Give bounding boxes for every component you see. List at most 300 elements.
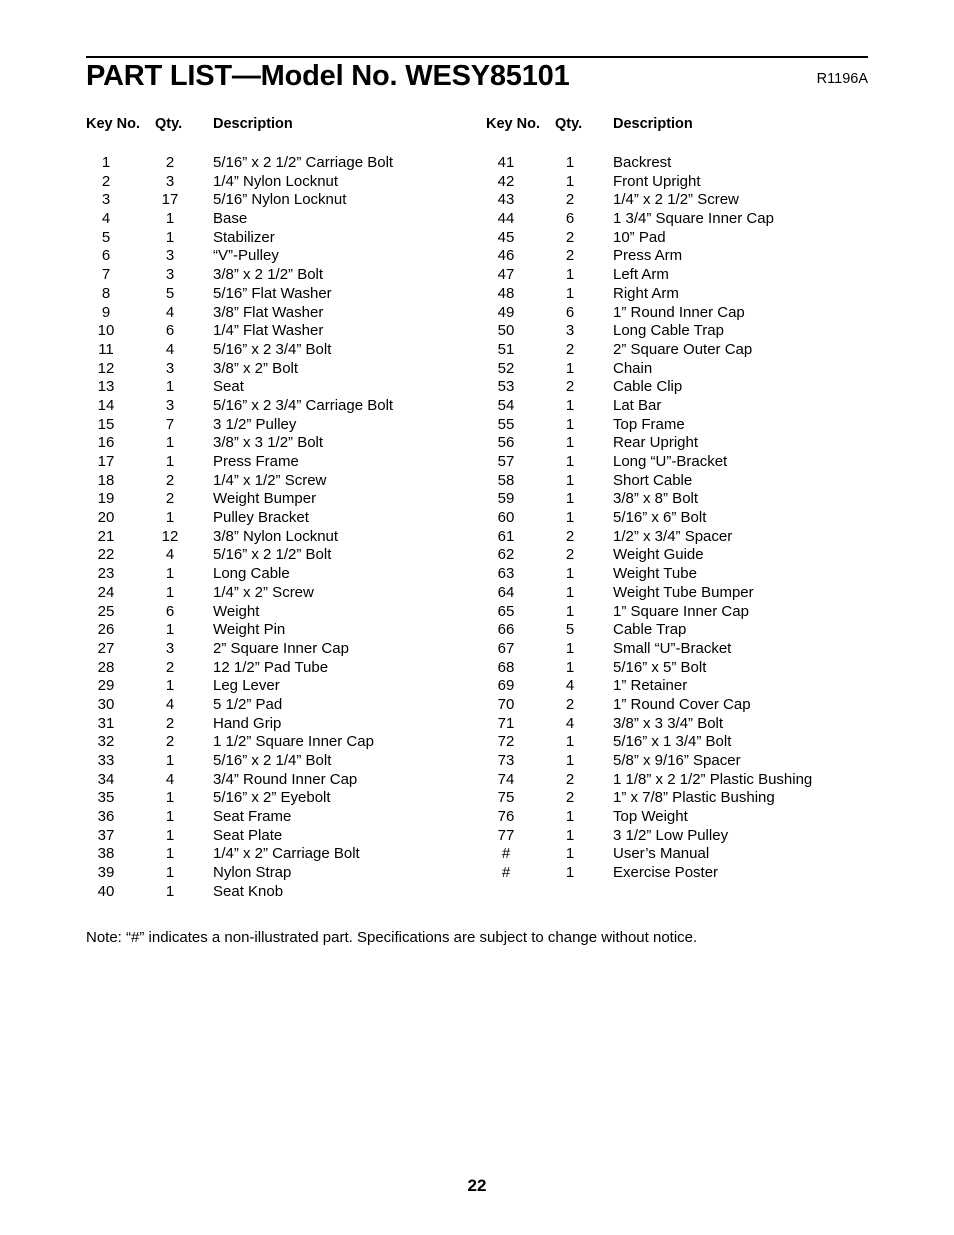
description-cell: Press Arm <box>613 247 683 265</box>
description-cell: 1/4” x 2” Carriage Bolt <box>213 845 360 863</box>
key-no-cell: 19 <box>97 490 115 508</box>
key-no-cell: 2 <box>101 172 111 190</box>
description-cell: 1” Round Inner Cap <box>613 303 745 321</box>
qty-cell: 4 <box>165 340 175 358</box>
key-no-cell: 6 <box>101 247 111 265</box>
footnote: Note: “#” indicates a non-illustrated part. Specifications are subject to change without notice. <box>86 929 698 946</box>
key-no-cell: 10 <box>97 322 115 340</box>
table-row <box>86 210 486 229</box>
qty-cell: 2 <box>565 191 575 209</box>
description-cell: Seat Knob <box>213 882 284 900</box>
qty-cell: 1 <box>565 845 575 863</box>
description-cell: Base <box>213 210 248 228</box>
table-row <box>486 453 886 472</box>
key-no-cell: 9 <box>101 303 111 321</box>
qty-cell: 4 <box>565 677 575 695</box>
key-no-cell: 24 <box>97 583 115 601</box>
key-no-cell: 17 <box>97 453 115 470</box>
qty-cell: 1 <box>565 415 575 433</box>
key-no-cell: 56 <box>497 434 515 452</box>
key-no-cell: 21 <box>97 527 115 545</box>
description-cell: Seat Plate <box>213 826 283 844</box>
description-cell: Chain <box>613 359 653 377</box>
table-row <box>86 621 486 640</box>
key-no-cell: 62 <box>497 546 515 564</box>
qty-cell: 4 <box>165 546 175 564</box>
description-cell: 3/8” Nylon Locknut <box>213 527 339 545</box>
table-row <box>86 378 486 397</box>
qty-cell: 2 <box>165 490 175 508</box>
table-row <box>486 154 886 173</box>
key-no-cell: 58 <box>497 471 515 489</box>
qty-cell: 1 <box>165 752 175 769</box>
key-no-cell: 33 <box>97 752 115 769</box>
qty-cell: 1 <box>565 733 575 751</box>
qty-cell: 1 <box>165 509 175 527</box>
key-no-cell: 44 <box>497 210 515 228</box>
key-no-cell: 16 <box>97 434 115 452</box>
key-no-cell: 41 <box>497 154 515 171</box>
table-row <box>486 864 886 883</box>
table-row <box>86 266 486 285</box>
description-cell: 5/16” x 2 3/4” Bolt <box>213 340 332 358</box>
table-row <box>486 528 886 547</box>
qty-cell: 17 <box>161 191 179 209</box>
description-cell: 1” x 7/8” Plastic Bushing <box>613 789 775 807</box>
qty-cell: 6 <box>165 602 175 620</box>
qty-cell: 4 <box>165 770 175 788</box>
table-row <box>86 490 486 509</box>
table-row <box>486 659 886 678</box>
table-row <box>86 771 486 790</box>
table-row <box>86 472 486 491</box>
table-row <box>486 266 886 285</box>
qty-cell: 1 <box>565 284 575 302</box>
table-row <box>486 845 886 864</box>
description-cell: Long “U”-Bracket <box>613 453 728 470</box>
description-cell: Stabilizer <box>213 228 275 246</box>
description-cell: 1/2” x 3/4” Spacer <box>613 527 733 545</box>
key-no-cell: 49 <box>497 303 515 321</box>
table-row <box>86 696 486 715</box>
header-description: Description <box>613 116 693 132</box>
qty-cell: 3 <box>165 359 175 377</box>
table-row <box>486 640 886 659</box>
table-row <box>86 453 486 472</box>
key-no-cell: 4 <box>101 210 111 228</box>
table-row <box>86 322 486 341</box>
qty-cell: 1 <box>565 808 575 826</box>
description-cell: 1” Retainer <box>613 677 688 695</box>
qty-cell: 1 <box>565 509 575 527</box>
key-no-cell: 12 <box>97 359 115 377</box>
key-no-cell: 46 <box>497 247 515 265</box>
description-cell: Hand Grip <box>213 714 282 732</box>
header-key-no: Key No. <box>486 116 540 132</box>
description-cell: 5/16” x 6” Bolt <box>613 509 707 527</box>
description-cell: User’s Manual <box>613 845 710 863</box>
qty-cell: 1 <box>565 826 575 844</box>
description-cell: Exercise Poster <box>613 864 719 882</box>
description-cell: 5/16” Nylon Locknut <box>213 191 347 209</box>
table-row <box>86 416 486 435</box>
qty-cell: 1 <box>565 453 575 470</box>
key-no-cell: 14 <box>97 396 115 414</box>
qty-cell: 1 <box>565 639 575 657</box>
qty-cell: 2 <box>565 789 575 807</box>
table-row <box>86 341 486 360</box>
qty-cell: 1 <box>565 490 575 508</box>
table-row <box>86 247 486 266</box>
description-cell: 1” Square Inner Cap <box>613 602 749 620</box>
table-row <box>486 191 886 210</box>
qty-cell: 1 <box>565 359 575 377</box>
description-cell: 1/4” x 2 1/2” Screw <box>613 191 739 209</box>
key-no-cell: 5 <box>101 228 111 246</box>
qty-cell: 12 <box>161 527 179 545</box>
qty-cell: 1 <box>565 565 575 583</box>
qty-cell: 2 <box>165 154 175 171</box>
key-no-cell: 8 <box>101 284 111 302</box>
table-row <box>86 733 486 752</box>
key-no-cell: 52 <box>497 359 515 377</box>
qty-cell: 1 <box>165 621 175 639</box>
table-row <box>486 733 886 752</box>
description-cell: 3/8” x 8” Bolt <box>613 490 699 508</box>
key-no-cell: # <box>501 845 511 863</box>
description-cell: 3/8” x 3 3/4” Bolt <box>613 714 724 732</box>
qty-cell: 2 <box>565 527 575 545</box>
table-row <box>486 771 886 790</box>
key-no-cell: 59 <box>497 490 515 508</box>
table-row <box>486 490 886 509</box>
qty-cell: 2 <box>565 546 575 564</box>
qty-cell: 5 <box>165 284 175 302</box>
key-no-cell: 68 <box>497 658 515 676</box>
table-row <box>486 789 886 808</box>
key-no-cell: 53 <box>497 378 515 396</box>
key-no-cell: 30 <box>97 695 115 713</box>
description-cell: 1 1/2” Square Inner Cap <box>213 733 374 751</box>
qty-cell: 1 <box>165 882 175 900</box>
table-row <box>86 715 486 734</box>
qty-cell: 1 <box>565 266 575 284</box>
description-cell: Pulley Bracket <box>213 509 309 527</box>
table-row <box>486 472 886 491</box>
key-no-cell: 77 <box>497 826 515 844</box>
table-row <box>486 752 886 771</box>
description-cell: 3 1/2” Pulley <box>213 415 297 433</box>
parts-rows-left <box>86 154 486 902</box>
qty-cell: 2 <box>565 770 575 788</box>
key-no-cell: 69 <box>497 677 515 695</box>
qty-cell: 1 <box>165 583 175 601</box>
table-row <box>86 285 486 304</box>
key-no-cell: 51 <box>497 340 515 358</box>
description-cell: Leg Lever <box>213 677 280 695</box>
description-cell: Front Upright <box>613 172 701 190</box>
document-code: R1196A <box>816 71 868 87</box>
header-qty: Qty. <box>155 116 183 132</box>
key-no-cell: 25 <box>97 602 115 620</box>
key-no-cell: 71 <box>497 714 515 732</box>
table-row <box>86 603 486 622</box>
qty-cell: 4 <box>165 695 175 713</box>
qty-cell: 1 <box>165 677 175 695</box>
key-no-cell: 38 <box>97 845 115 863</box>
key-no-cell: 34 <box>97 770 115 788</box>
description-cell: Seat Frame <box>213 808 292 826</box>
table-row <box>486 827 886 846</box>
key-no-cell: 65 <box>497 602 515 620</box>
key-no-cell: 39 <box>97 864 115 882</box>
table-row <box>86 789 486 808</box>
description-cell: “V”-Pulley <box>213 247 279 265</box>
table-row <box>486 322 886 341</box>
key-no-cell: 61 <box>497 527 515 545</box>
key-no-cell: 66 <box>497 621 515 639</box>
table-row <box>86 397 486 416</box>
description-cell: 5/16” x 2” Eyebolt <box>213 789 331 807</box>
qty-cell: 1 <box>165 845 175 863</box>
description-cell: Weight Tube <box>613 565 697 583</box>
description-cell: Weight Pin <box>213 621 286 639</box>
description-cell: 5/16” x 5” Bolt <box>613 658 707 676</box>
key-no-cell: 73 <box>497 752 515 769</box>
qty-cell: 3 <box>165 639 175 657</box>
description-cell: Backrest <box>613 154 672 171</box>
qty-cell: 4 <box>165 303 175 321</box>
table-row <box>86 304 486 323</box>
description-cell: Right Arm <box>613 284 679 302</box>
key-no-cell: 72 <box>497 733 515 751</box>
qty-cell: 1 <box>565 864 575 882</box>
key-no-cell: 63 <box>497 565 515 583</box>
description-cell: Nylon Strap <box>213 864 292 882</box>
key-no-cell: 7 <box>101 266 111 284</box>
qty-cell: 4 <box>565 714 575 732</box>
table-row <box>486 546 886 565</box>
description-cell: 5/16” x 2 3/4” Carriage Bolt <box>213 396 394 414</box>
description-cell: 2” Square Inner Cap <box>213 639 349 657</box>
qty-cell: 5 <box>565 621 575 639</box>
table-row <box>86 827 486 846</box>
key-no-cell: 60 <box>497 509 515 527</box>
table-row <box>486 378 886 397</box>
table-row <box>86 191 486 210</box>
description-cell: 2” Square Outer Cap <box>613 340 753 358</box>
description-cell: 3/8” x 2 1/2” Bolt <box>213 266 324 284</box>
table-row <box>486 584 886 603</box>
qty-cell: 3 <box>565 322 575 340</box>
qty-cell: 1 <box>165 453 175 470</box>
table-row <box>486 341 886 360</box>
key-no-cell: 22 <box>97 546 115 564</box>
description-cell: 1/4” x 1/2” Screw <box>213 471 327 489</box>
key-no-cell: 13 <box>97 378 115 396</box>
key-no-cell: 48 <box>497 284 515 302</box>
description-cell: 5/16” x 2 1/2” Bolt <box>213 546 332 564</box>
description-cell: 5/16” x 2 1/4” Bolt <box>213 752 332 769</box>
key-no-cell: 45 <box>497 228 515 246</box>
header-description: Description <box>213 116 293 132</box>
table-row <box>86 845 486 864</box>
description-cell: 3/4” Round Inner Cap <box>213 770 358 788</box>
table-row <box>86 883 486 902</box>
key-no-cell: 76 <box>497 808 515 826</box>
qty-cell: 2 <box>165 471 175 489</box>
table-row <box>86 584 486 603</box>
table-row <box>86 434 486 453</box>
key-no-cell: 47 <box>497 266 515 284</box>
table-row <box>486 565 886 584</box>
description-cell: 1” Round Cover Cap <box>613 695 751 713</box>
description-cell: 1/4” Flat Washer <box>213 322 324 340</box>
description-cell: 1 1/8” x 2 1/2” Plastic Bushing <box>613 770 813 788</box>
qty-cell: 1 <box>165 789 175 807</box>
description-cell: Rear Upright <box>613 434 699 452</box>
header-qty: Qty. <box>555 116 583 132</box>
table-row <box>86 154 486 173</box>
description-cell: Cable Clip <box>613 378 683 396</box>
key-no-cell: 43 <box>497 191 515 209</box>
table-row <box>86 509 486 528</box>
key-no-cell: 55 <box>497 415 515 433</box>
description-cell: Top Weight <box>613 808 688 826</box>
description-cell: 3/8” x 2” Bolt <box>213 359 299 377</box>
key-no-cell: 32 <box>97 733 115 751</box>
description-cell: 5/16” x 1 3/4” Bolt <box>613 733 732 751</box>
description-cell: Weight Guide <box>613 546 704 564</box>
qty-cell: 1 <box>165 864 175 882</box>
table-row <box>486 229 886 248</box>
table-row <box>486 360 886 379</box>
table-row <box>86 229 486 248</box>
qty-cell: 1 <box>165 378 175 396</box>
table-row <box>486 304 886 323</box>
qty-cell: 1 <box>165 434 175 452</box>
table-row <box>486 509 886 528</box>
description-cell: Short Cable <box>613 471 693 489</box>
qty-cell: 2 <box>565 340 575 358</box>
key-no-cell: 26 <box>97 621 115 639</box>
description-cell: Lat Bar <box>613 396 662 414</box>
key-no-cell: 37 <box>97 826 115 844</box>
qty-cell: 1 <box>165 210 175 228</box>
qty-cell: 1 <box>165 565 175 583</box>
qty-cell: 1 <box>565 172 575 190</box>
key-no-cell: 75 <box>497 789 515 807</box>
table-row <box>86 677 486 696</box>
qty-cell: 1 <box>565 434 575 452</box>
table-row <box>486 434 886 453</box>
key-no-cell: 15 <box>97 415 115 433</box>
table-row <box>86 360 486 379</box>
qty-cell: 6 <box>165 322 175 340</box>
qty-cell: 2 <box>565 695 575 713</box>
key-no-cell: 35 <box>97 789 115 807</box>
qty-cell: 6 <box>565 210 575 228</box>
description-cell: 3 1/2” Low Pulley <box>613 826 729 844</box>
key-no-cell: 36 <box>97 808 115 826</box>
table-row <box>486 210 886 229</box>
description-cell: Press Frame <box>213 453 299 470</box>
description-cell: Cable Trap <box>613 621 687 639</box>
table-row <box>486 247 886 266</box>
qty-cell: 3 <box>165 266 175 284</box>
table-row <box>486 397 886 416</box>
qty-cell: 1 <box>165 228 175 246</box>
description-cell: 3/8” x 3 1/2” Bolt <box>213 434 324 452</box>
table-row <box>486 677 886 696</box>
table-row <box>486 603 886 622</box>
qty-cell: 1 <box>565 583 575 601</box>
table-row <box>86 173 486 192</box>
table-row <box>486 285 886 304</box>
key-no-cell: 29 <box>97 677 115 695</box>
description-cell: 1/4” Nylon Locknut <box>213 172 339 190</box>
table-row <box>86 565 486 584</box>
description-cell: 5 1/2” Pad <box>213 695 283 713</box>
qty-cell: 6 <box>565 303 575 321</box>
table-row <box>86 528 486 547</box>
key-no-cell: 31 <box>97 714 115 732</box>
table-row <box>86 808 486 827</box>
key-no-cell: 50 <box>497 322 515 340</box>
key-no-cell: 42 <box>497 172 515 190</box>
page-title: PART LIST—Model No. WESY85101 <box>86 60 570 92</box>
key-no-cell: 3 <box>101 191 111 209</box>
header-key-no: Key No. <box>86 116 140 132</box>
qty-cell: 2 <box>165 658 175 676</box>
table-row <box>86 752 486 771</box>
key-no-cell: 1 <box>101 154 111 171</box>
qty-cell: 1 <box>565 396 575 414</box>
key-no-cell: 40 <box>97 882 115 900</box>
description-cell: 1 3/4” Square Inner Cap <box>613 210 774 228</box>
description-cell: Weight Tube Bumper <box>613 583 754 601</box>
table-row <box>86 546 486 565</box>
qty-cell: 1 <box>165 808 175 826</box>
description-cell: Weight Bumper <box>213 490 317 508</box>
description-cell: 1/4” x 2” Screw <box>213 583 314 601</box>
key-no-cell: 64 <box>497 583 515 601</box>
key-no-cell: 18 <box>97 471 115 489</box>
page-number: 22 <box>467 1176 487 1195</box>
description-cell: 5/16” x 2 1/2” Carriage Bolt <box>213 154 394 171</box>
qty-cell: 3 <box>165 247 175 265</box>
description-cell: 3/8” Flat Washer <box>213 303 324 321</box>
parts-rows-right <box>486 154 886 883</box>
description-cell: Left Arm <box>613 266 669 284</box>
table-row <box>86 659 486 678</box>
key-no-cell: 27 <box>97 639 115 657</box>
key-no-cell: 57 <box>497 453 515 470</box>
description-cell: Long Cable <box>213 565 290 583</box>
qty-cell: 2 <box>565 228 575 246</box>
qty-cell: 2 <box>565 247 575 265</box>
qty-cell: 1 <box>165 826 175 844</box>
key-no-cell: 28 <box>97 658 115 676</box>
description-cell: Small “U”-Bracket <box>613 639 732 657</box>
table-row <box>486 715 886 734</box>
qty-cell: 1 <box>565 752 575 769</box>
key-no-cell: 20 <box>97 509 115 527</box>
description-cell: 10” Pad <box>613 228 666 246</box>
qty-cell: 7 <box>165 415 175 433</box>
table-row <box>486 808 886 827</box>
key-no-cell: # <box>501 864 511 882</box>
